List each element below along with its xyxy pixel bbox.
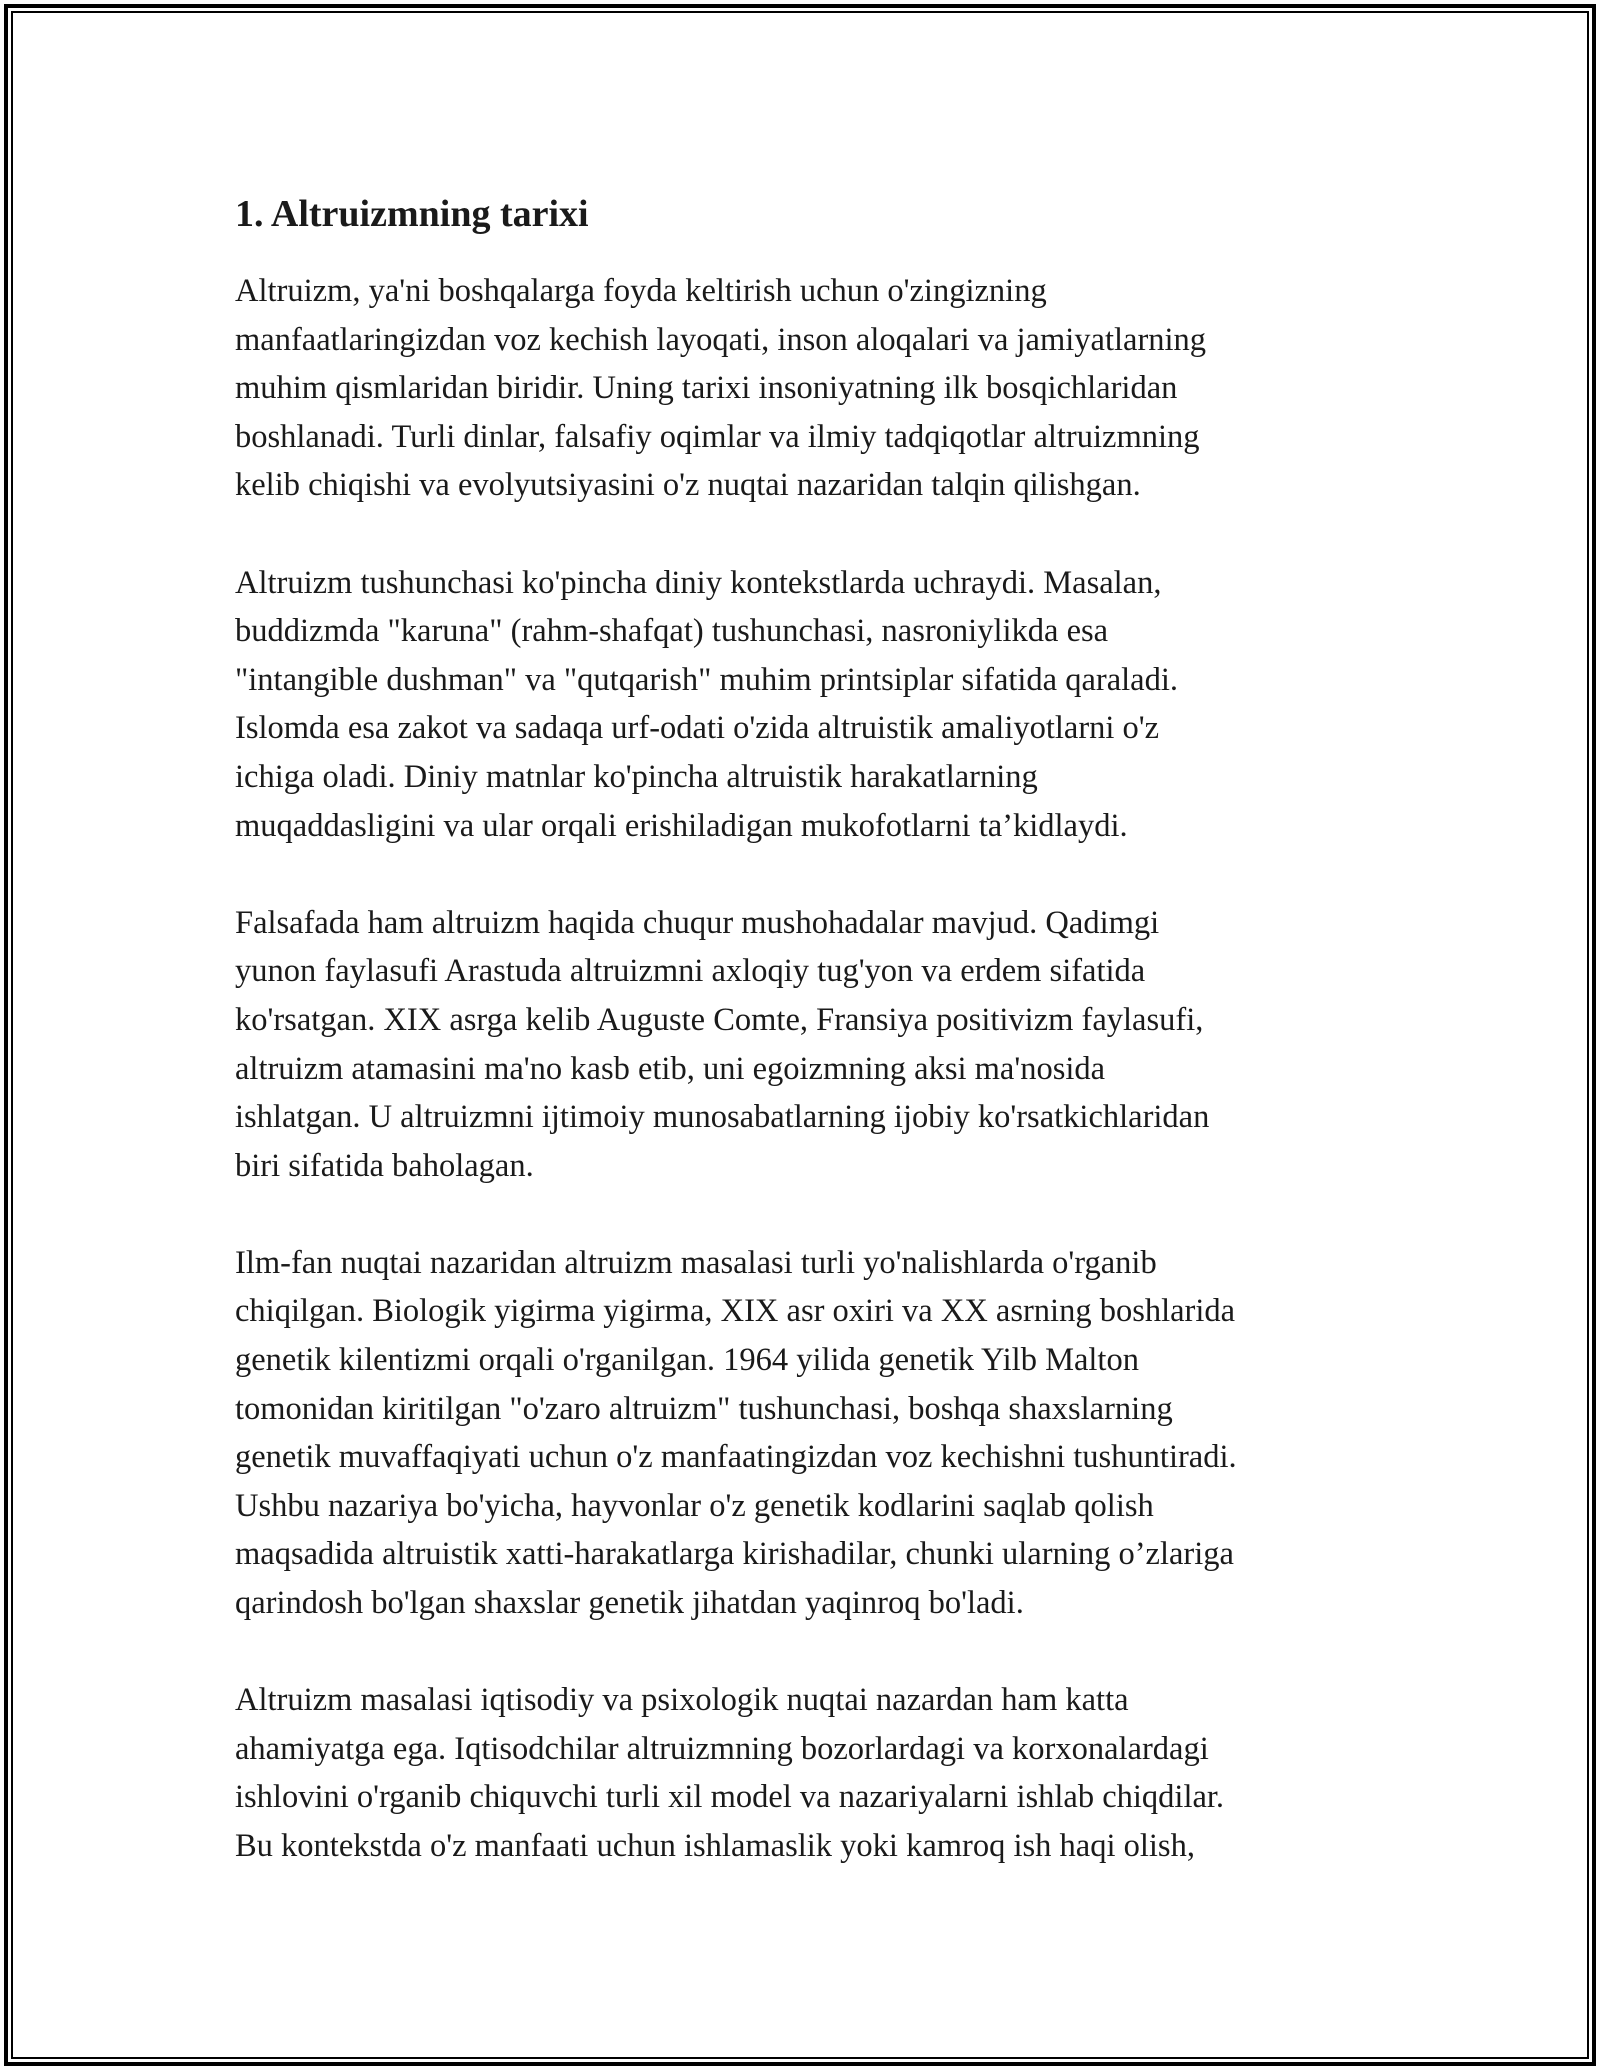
document-body bbox=[235, 185, 1375, 1919]
paragraph-history-intro: Altruizm, ya'ni boshqalarga foyda keltirish uchun o'zingizning manfaatlaringizdan voz kechish layoqati, inson aloqalari va jamiyatlarning muhim qismlaridan biridir. Uning tarixi insoniyatning ilk bosqichlaridan boshlanadi. Turli dinlar, falsafiy oqimlar va ilmiy tadqiqotlar altruizmning kelib chiqishi va evolyutsiyasini o'z nuqtai nazaridan talqin qilishgan. bbox=[235, 273, 1207, 504]
paragraph-philosophy: Falsafada ham altruizm haqida chuqur mushohadalar mavjud. Qadimgi yunon faylasufi Arastuda altruizmni axloqiy tug'yon va erdem sifatida ko'rsatgan. XIX asrga kelib Auguste Comte, Fransiya positivizm faylasufi, altruizm atamasini ma'no kasb etib, uni egoizmning aksi ma'nosida ishlatgan. U altruizmni ijtimoiy munosabatlarning ijobiy ko'rsatkichlaridan biri sifatida baholagan. bbox=[235, 904, 1210, 1184]
paragraph-economics: Altruizm masalasi iqtisodiy va psixologik nuqtai nazardan ham katta ahamiyatga ega. Iqtisodchilar altruizmning bozorlardagi va korxonalardagi ishlovini o'rganib chiquvchi turli xil model va nazariyalarni ishlab chiqdilar. Bu kontekstda o'z manfaati uchun ishlamaslik yoki kamroq ish haqi olish, bbox=[235, 1682, 1225, 1864]
section-heading: 1. Altruizmning tarixi bbox=[235, 193, 589, 235]
paragraph-religious-context: Altruizm tushunchasi ko'pincha diniy kontekstlarda uchraydi. Masalan, buddizmda "karuna" (rahm-shafqat) tushunchasi, nasroniylikda esa "intangible dushman" va "qutqarish" muhim printsiplar sifatida qaraladi. Islomda esa zakot va sadaqa urf-odati o'zida altruistik amaliyotlarni o'z ichiga oladi. Diniy matnlar ko'pincha altruistik harakatlarning muqaddasligini va ular orqali erishiladigan mukofotlarni ta’kidlaydi. bbox=[235, 564, 1179, 844]
paragraph-science: Ilm-fan nuqtai nazaridan altruizm masalasi turli yo'nalishlarda o'rganib chiqilgan. Biologik yigirma yigirma, XIX asr oxiri va XX asrning boshlarida genetik kilentizmi orqali o'rganilgan. 1964 yilida genetik Yilb Malton tomonidan kiritilgan "o'zaro altruizm" tushunchasi, boshqa shaxslarning genetik muvaffaqiyati uchun o'z manfaatingizdan voz kechishni tushuntiradi. Ushbu nazariya bo'yicha, hayvonlar o'z genetik kodlarini saqlab qolish maqsadida altruistik xatti-harakatlarga kirishadilar, chunki ularning o’zlariga qarindosh bo'lgan shaxslar genetik jihatdan yaqinroq bo'ladi. bbox=[235, 1244, 1237, 1622]
